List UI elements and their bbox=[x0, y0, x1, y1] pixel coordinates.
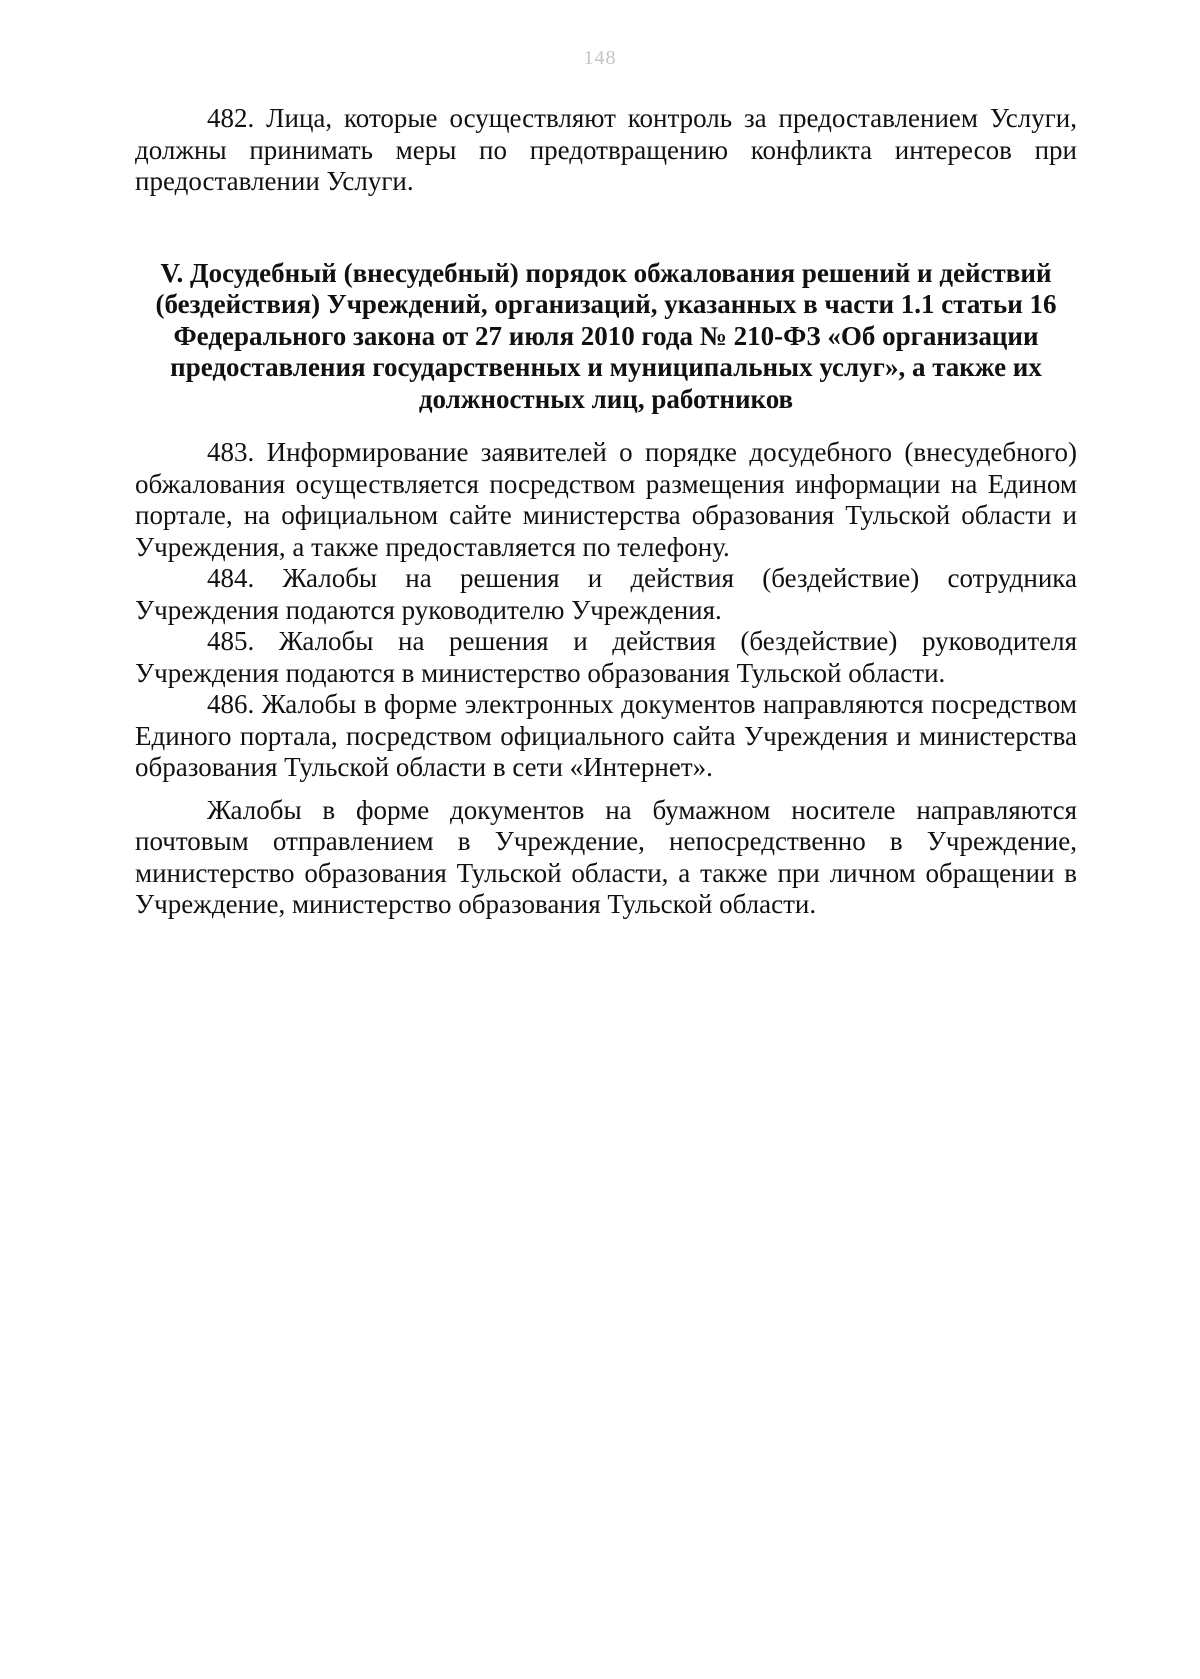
paragraph-482: 482. Лица, которые осуществляют контроль за предоставлением Услуги, должны принимать меры по предотвращению конфликта интересов при предоставлении Услуги. bbox=[135, 103, 1077, 196]
paragraph-485: 485. Жалобы на решения и действия (бездействие) руководителя Учреждения подаются в министерство образования Тульской области. bbox=[135, 626, 1077, 688]
section-heading: V. Досудебный (внесудебный) порядок обжалования решений и действий (бездействия) Учреждений, организаций, указанных в части 1.1 статьи 16 Федерального закона от 27 июля 2010 года № 210-ФЗ «Об организации предоставления государственных и муниципальных услуг», а также их должностных лиц, работников bbox=[155, 257, 1057, 414]
paragraph-486: 486. Жалобы в форме электронных документов направляются посредством Единого портала, посредством официального сайта Учреждения и министерства образования Тульской области в сети «Интернет». bbox=[135, 689, 1077, 782]
paragraph-484: 484. Жалобы на решения и действия (бездействие) сотрудника Учреждения подаются руководителю Учреждения. bbox=[135, 563, 1077, 625]
paragraph-486-paper: Жалобы в форме документов на бумажном носителе направляются почтовым отправлением в Учреждение, непосредственно в Учреждение, министерство образования Тульской области, а также при личном обращении в Учреждение, министерство образования Тульской области. bbox=[135, 794, 1077, 919]
paragraph-483: 483. Информирование заявителей о порядке досудебного (внесудебного) обжалования осуществляется посредством размещения информации на Едином портале, на официальном сайте министерства образования Тульской области и Учреждения, а также предоставляется по телефону. bbox=[135, 437, 1077, 562]
document-body bbox=[135, 103, 1077, 921]
page-number: 148 bbox=[583, 47, 617, 69]
